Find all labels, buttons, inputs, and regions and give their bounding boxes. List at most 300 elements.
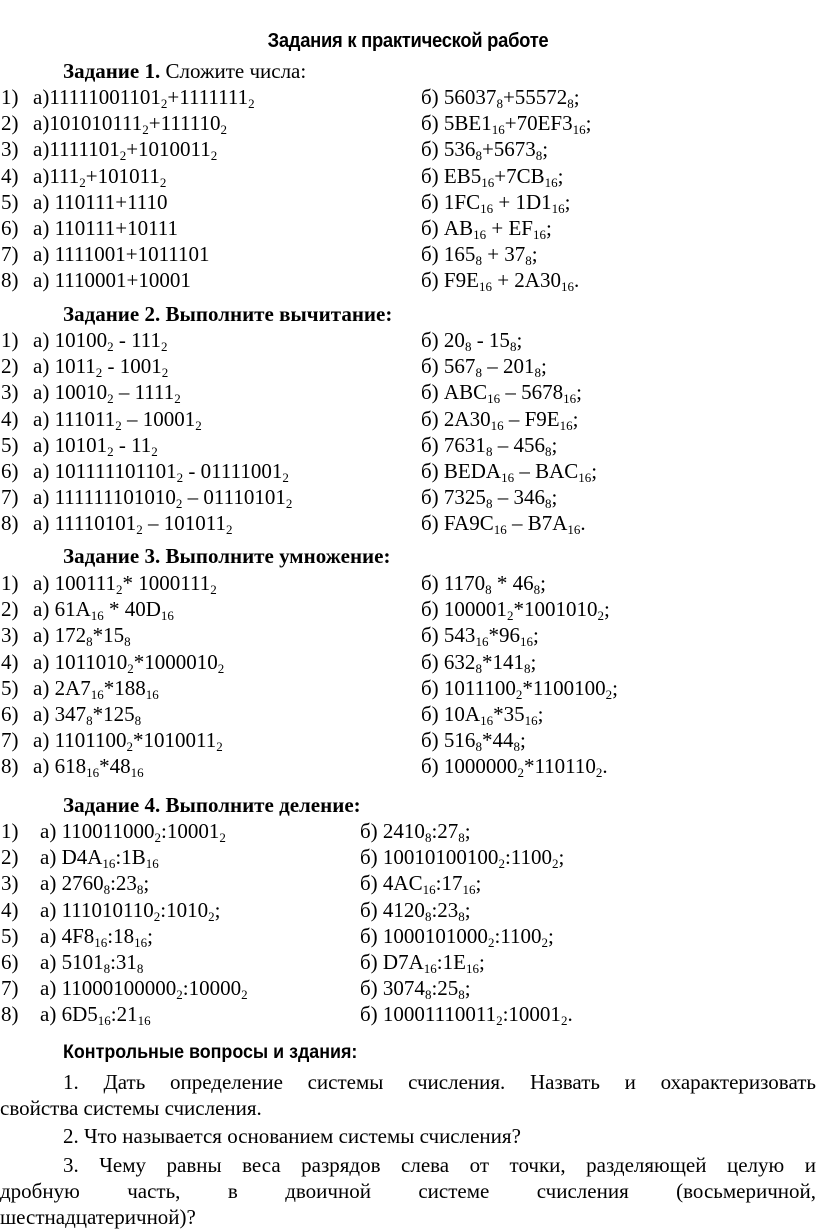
expression-part: *125 [92, 701, 135, 726]
row-number: 7) [1, 976, 19, 1001]
word: (восьмеричной, [676, 1179, 816, 1203]
expression-part: *44 [481, 728, 514, 753]
expression-part: а) 10010 [33, 380, 108, 405]
base-subscript: 8 [424, 908, 432, 924]
base-subscript: 2 [95, 365, 103, 381]
expression-part: ; [475, 871, 482, 896]
expression-part: *110110 [523, 754, 596, 779]
part-a-expression [33, 84, 255, 110]
base-subscript: 8 [523, 660, 531, 676]
base-subscript: 2 [142, 122, 149, 138]
expression-part: ; [147, 923, 153, 948]
task-row [0, 379, 816, 405]
base-subscript: 8 [458, 830, 465, 845]
base-subscript: 16 [102, 856, 116, 872]
row-number: 5) [1, 923, 19, 948]
expression-part: :10001 [502, 1002, 561, 1027]
expression-part: :17 [435, 871, 463, 896]
part-b-expression [360, 923, 554, 949]
expression-part: – 346 [492, 485, 545, 510]
base-subscript: 2 [210, 148, 218, 164]
base-subscript: 2 [220, 122, 227, 138]
base-subscript: 2 [541, 934, 548, 950]
base-subscript: 8 [458, 908, 465, 924]
base-subscript: 2 [174, 391, 181, 407]
expression-part: б) F9E [421, 268, 479, 293]
task-row [0, 701, 816, 727]
base-subscript: 8 [496, 96, 503, 111]
expression-part: б) 3074 [360, 976, 425, 1001]
task-row [0, 753, 816, 779]
expression-part: б) 567 [421, 354, 476, 379]
base-subscript: 16 [567, 522, 581, 538]
expression-part: :18 [107, 923, 135, 948]
part-b-expression [421, 510, 586, 536]
row-number: 6) [1, 215, 19, 240]
base-subscript: 16 [462, 882, 476, 898]
expression-part: а) 2760 [40, 871, 104, 896]
expression-part: б) 7325 [421, 485, 486, 510]
expression-part: – BAC [514, 458, 579, 483]
expression-part: б) 56037 [421, 85, 497, 109]
part-a-expression [33, 327, 168, 353]
word: слева [401, 1153, 450, 1177]
part-a-expression [33, 353, 168, 379]
expression-part: ; [478, 949, 485, 974]
expression-part: :1100 [494, 923, 542, 948]
part-a-expression [40, 818, 226, 844]
base-subscript: 8 [475, 739, 482, 755]
part-b-expression [421, 110, 591, 136]
base-subscript: 16 [524, 712, 538, 728]
expression-part: а) 1011 [33, 354, 96, 379]
expression-part: а) 1111001+1011101 [33, 242, 210, 267]
row-number: 3) [1, 380, 19, 405]
row-number: 5) [1, 432, 19, 457]
expression-part: + 37 [481, 242, 526, 267]
base-subscript: 16 [480, 200, 494, 216]
base-subscript: 2 [219, 830, 226, 845]
base-subscript: 8 [475, 148, 482, 164]
expression-part: *1010011 [133, 728, 217, 753]
row-number: 8) [1, 268, 19, 293]
base-subscript: 16 [86, 765, 100, 781]
expression-part: * 1000111 [122, 571, 211, 595]
expression-part: б) 20 [421, 328, 465, 352]
expression-part: *15 [92, 623, 125, 648]
expression-part: + 1D1 [493, 189, 552, 214]
base-subscript: 8 [509, 339, 517, 354]
row-number: 8) [1, 511, 19, 536]
base-subscript: 2 [153, 908, 161, 924]
expression-part: б) BEDA [421, 458, 502, 483]
word: системы [307, 1070, 384, 1094]
base-subscript: 8 [136, 960, 144, 976]
expression-part: б) 10001110011 [360, 1002, 497, 1027]
part-b-expression [421, 267, 579, 293]
expression-part: б) 7631 [421, 432, 486, 457]
base-subscript: 2 [498, 856, 505, 872]
question-2-text: 2. Что называется основанием системы счисления? [63, 1124, 521, 1148]
base-subscript: 2 [175, 496, 183, 512]
part-a-expression [33, 215, 178, 241]
task-row [0, 432, 816, 458]
part-a-expression [33, 622, 131, 648]
row-number: 2) [1, 845, 19, 870]
expression-part: а) 4F8 [40, 923, 95, 948]
base-subscript: 8 [475, 365, 482, 381]
part-b-expression [360, 844, 564, 870]
row-number: 1) [1, 328, 19, 352]
base-subscript: 2 [282, 469, 289, 485]
base-subscript: 8 [534, 365, 541, 381]
base-subscript: 16 [465, 960, 479, 976]
base-subscript: 8 [124, 634, 131, 650]
base-subscript: 16 [551, 200, 565, 216]
base-subscript: 2 [159, 174, 167, 190]
task-row [0, 84, 816, 110]
expression-part: б) 1000000 [421, 754, 518, 779]
base-subscript: 2 [126, 739, 134, 755]
expression-part: а) 110011000 [40, 819, 155, 843]
base-subscript: 16 [578, 469, 592, 485]
row-number: 3) [1, 137, 19, 162]
row-number: 1) [1, 571, 19, 595]
expression-part: – 201 [481, 354, 535, 379]
base-subscript: 16 [475, 634, 489, 650]
base-subscript: 2 [517, 765, 524, 781]
task3-heading [63, 543, 390, 569]
expression-part: а) 11110101 [33, 511, 137, 536]
expression-part: – F9E [503, 406, 560, 431]
base-subscript: 16 [97, 1013, 111, 1029]
row-number: 2) [1, 597, 19, 622]
base-subscript: 16 [478, 279, 492, 295]
row-number: 8) [1, 1002, 19, 1027]
expression-part: +5673 [481, 137, 536, 162]
expression-part: б) 10010100100 [360, 845, 499, 870]
base-subscript: 8 [86, 634, 93, 650]
part-a-expression [33, 163, 166, 189]
base-subscript: 8 [136, 882, 144, 898]
row-number: 7) [1, 728, 19, 753]
part-a-expression [33, 596, 174, 622]
word: веса [242, 1153, 281, 1177]
part-b-expression [360, 818, 471, 844]
word: разрядов [301, 1153, 381, 1177]
base-subscript: 16 [160, 608, 174, 624]
base-subscript: 16 [473, 226, 487, 242]
base-subscript: 8 [458, 987, 465, 1003]
part-b-expression [421, 84, 580, 110]
task-row [0, 949, 816, 975]
part-a-expression [33, 458, 289, 484]
expression-part: ; [214, 897, 221, 922]
question-2 [0, 1123, 816, 1149]
expression-part: а) 347 [33, 701, 87, 726]
part-b-expression [421, 189, 570, 215]
expression-part: а) 1101100 [33, 728, 127, 753]
base-subscript: 2 [107, 339, 114, 354]
task-row [0, 622, 816, 648]
expression-part: *141 [481, 649, 524, 674]
expression-part: ; [557, 163, 564, 188]
expression-part: ; [464, 976, 471, 1001]
word: часть, [127, 1179, 181, 1203]
task-row [0, 923, 816, 949]
base-subscript: 16 [519, 634, 533, 650]
expression-part: ; [540, 571, 546, 595]
expression-part: ; [531, 242, 538, 267]
base-subscript: 8 [485, 582, 492, 597]
part-a-expression [33, 675, 159, 701]
base-subscript: 8 [424, 987, 432, 1003]
row-number: 6) [1, 949, 19, 974]
part-b-expression [421, 727, 526, 753]
task-row [0, 897, 816, 923]
part-b-expression [421, 596, 610, 622]
expression-part: *188 [103, 675, 146, 700]
expression-part: :1010 [160, 897, 209, 922]
expression-part: ; [464, 819, 471, 843]
expression-part: б) 1011100 [421, 675, 516, 700]
expression-part: б) D7A [360, 949, 424, 974]
expression-part: а) 618 [33, 754, 87, 779]
base-subscript: 16 [130, 765, 144, 781]
expression-part: :10001 [161, 819, 220, 843]
base-subscript: 8 [485, 496, 493, 512]
expression-part: +70EF3 [504, 111, 573, 136]
part-b-expression [421, 163, 563, 189]
task-row [0, 870, 816, 896]
base-subscript: 16 [145, 686, 159, 702]
part-b-expression [421, 379, 582, 405]
base-subscript: 16 [572, 122, 586, 138]
task-row [0, 727, 816, 753]
base-subscript: 16 [493, 522, 507, 538]
base-subscript: 16 [532, 226, 546, 242]
base-subscript: 2 [161, 339, 168, 354]
base-subscript: 8 [103, 882, 111, 898]
control-heading: Контрольные вопросы и здания: [63, 1042, 358, 1063]
part-b-expression [360, 949, 485, 975]
expression-part: ; [591, 458, 598, 483]
word: целую [726, 1153, 785, 1177]
expression-part: б) ABC [421, 380, 488, 405]
expression-part: ; [551, 485, 558, 510]
word: Дать [103, 1070, 146, 1094]
base-subscript: 2 [217, 660, 225, 676]
base-subscript: 2 [595, 765, 603, 781]
expression-part: +111110 [148, 111, 221, 136]
base-subscript: 2 [487, 934, 495, 950]
part-a-expression [33, 136, 217, 162]
base-subscript: 8 [86, 712, 93, 728]
part-b-expression [421, 215, 552, 241]
part-b-expression [421, 458, 597, 484]
base-subscript: 16 [560, 279, 574, 295]
part-a-expression [33, 241, 210, 267]
expression-part: а) 1011010 [33, 649, 128, 674]
base-subscript: 8 [535, 148, 543, 164]
word: Назвать [530, 1070, 600, 1094]
expression-part: * 46 [491, 571, 534, 595]
expression-part: . [602, 754, 608, 779]
part-b-expression [421, 675, 618, 701]
part-b-expression [421, 570, 546, 596]
base-subscript: 16 [145, 856, 159, 872]
base-subscript: 16 [480, 712, 494, 728]
task-row [0, 484, 816, 510]
expression-part: б) 2410 [360, 819, 425, 843]
expression-part: б) 5BE1 [421, 111, 492, 136]
question-3-line-3: шестнадцатеричной)? [0, 1205, 196, 1229]
base-subscript: 16 [90, 608, 104, 624]
word: двоичной [285, 1179, 371, 1203]
part-b-expression [421, 241, 538, 267]
task3-label: Задание 3. Выполните умножение: [63, 544, 391, 568]
expression-part: . [573, 268, 580, 293]
base-subscript: 8 [533, 582, 541, 597]
task-row [0, 1001, 816, 1027]
base-subscript: 8 [567, 96, 574, 111]
base-subscript: 16 [559, 417, 573, 433]
base-subscript: 16 [94, 934, 108, 950]
part-b-expression [421, 753, 608, 779]
task-row [0, 241, 816, 267]
row-number: 2) [1, 111, 19, 136]
base-subscript: 2 [161, 365, 169, 381]
expression-part: – 10001 [121, 406, 196, 431]
task1-heading [63, 58, 306, 84]
expression-part: :1B [115, 845, 146, 870]
expression-part: ; [464, 897, 471, 922]
row-number: 6) [1, 701, 19, 726]
task2-list [0, 327, 816, 537]
expression-part: + 2A30 [491, 268, 561, 293]
base-subscript: 2 [119, 148, 127, 164]
expression-part: а) 100111 [33, 571, 117, 595]
word: в [227, 1179, 238, 1203]
part-a-expression [33, 649, 224, 675]
expression-part: *1100100 [522, 675, 606, 700]
expression-part: +55572 [502, 85, 568, 109]
expression-part: *48 [99, 754, 131, 779]
task-row [0, 110, 816, 136]
expression-part: ; [585, 111, 592, 136]
row-number: 3) [1, 871, 19, 896]
word: и [624, 1070, 636, 1094]
expression-part: ; [143, 871, 150, 896]
expression-part: ; [564, 189, 571, 214]
expression-part: а) D4A [40, 845, 103, 870]
expression-part: а) 11000100000 [40, 976, 177, 1001]
expression-part: б) EB5 [421, 163, 482, 188]
expression-part: б) 1000101000 [360, 923, 488, 948]
expression-part: а) 1110001+10001 [33, 268, 191, 293]
expression-part: а) 110111+10111 [33, 215, 179, 240]
part-b-expression [421, 136, 548, 162]
row-number: 4) [1, 649, 19, 674]
expression-part: ; [516, 328, 523, 352]
base-subscript: 2 [597, 608, 604, 624]
expression-part: - 111 [113, 328, 162, 352]
task4-list [0, 818, 816, 1028]
expression-part: а) 111011 [33, 406, 116, 431]
base-subscript: 2 [225, 522, 233, 538]
base-subscript: 16 [423, 960, 437, 976]
base-subscript: 2 [552, 856, 559, 872]
base-subscript: 8 [103, 960, 111, 976]
part-b-expression [360, 1001, 573, 1027]
expression-part: б) 10A [421, 701, 481, 726]
task-row [0, 649, 816, 675]
task-row [0, 327, 816, 353]
part-a-expression [33, 484, 292, 510]
base-subscript: 2 [515, 686, 523, 702]
expression-part: - 15 [471, 328, 510, 352]
word: точки, [509, 1153, 566, 1177]
expression-part: б) 1FC [421, 189, 481, 214]
base-subscript: 2 [136, 522, 143, 538]
part-a-expression [33, 701, 141, 727]
expression-part: а) 111111101010 [33, 485, 176, 510]
question-1-line-2: свойства системы счисления. [0, 1096, 262, 1120]
word: 3. [63, 1153, 79, 1177]
expression-part: . [580, 511, 586, 536]
part-a-expression [33, 110, 227, 136]
expression-part: – 101011 [142, 511, 226, 536]
base-subscript: 2 [496, 1013, 503, 1029]
expression-part: б) 165 [421, 242, 476, 267]
row-number: 7) [1, 242, 19, 267]
base-subscript: 16 [491, 122, 505, 138]
expression-part: – 5678 [500, 380, 564, 405]
expression-part: а) 10100 [33, 328, 108, 352]
base-subscript: 8 [513, 739, 520, 755]
expression-part: +7CB [494, 163, 545, 188]
part-b-expression [421, 327, 522, 353]
base-subscript: 8 [134, 712, 142, 728]
row-number: 5) [1, 675, 19, 700]
word: равны [166, 1153, 222, 1177]
task2-heading [63, 301, 392, 327]
expression-part: :10000 [182, 976, 242, 1001]
expression-part: ; [548, 923, 554, 948]
base-subscript: 8 [544, 496, 552, 512]
word: 1. [63, 1070, 79, 1094]
expression-part: - 11 [113, 432, 152, 457]
part-a-expression [40, 949, 143, 975]
part-a-expression [33, 267, 191, 293]
expression-part: б) 4120 [360, 897, 425, 922]
part-a-expression [33, 510, 232, 536]
base-subscript: 2 [285, 496, 293, 512]
expression-part: :23 [431, 897, 459, 922]
expression-part: – 01110101 [182, 485, 286, 510]
row-number: 1) [1, 85, 19, 109]
task4-label: Задание 4. Выполните деление: [63, 793, 361, 817]
expression-part: ; [540, 354, 547, 379]
part-a-expression [40, 870, 149, 896]
row-number: 6) [1, 458, 19, 483]
expression-part: +1010011 [126, 137, 211, 162]
part-b-expression [421, 701, 543, 727]
base-subscript: 2 [210, 582, 217, 597]
base-subscript: 16 [481, 174, 495, 190]
part-a-expression [33, 753, 144, 779]
part-a-expression [33, 432, 158, 458]
